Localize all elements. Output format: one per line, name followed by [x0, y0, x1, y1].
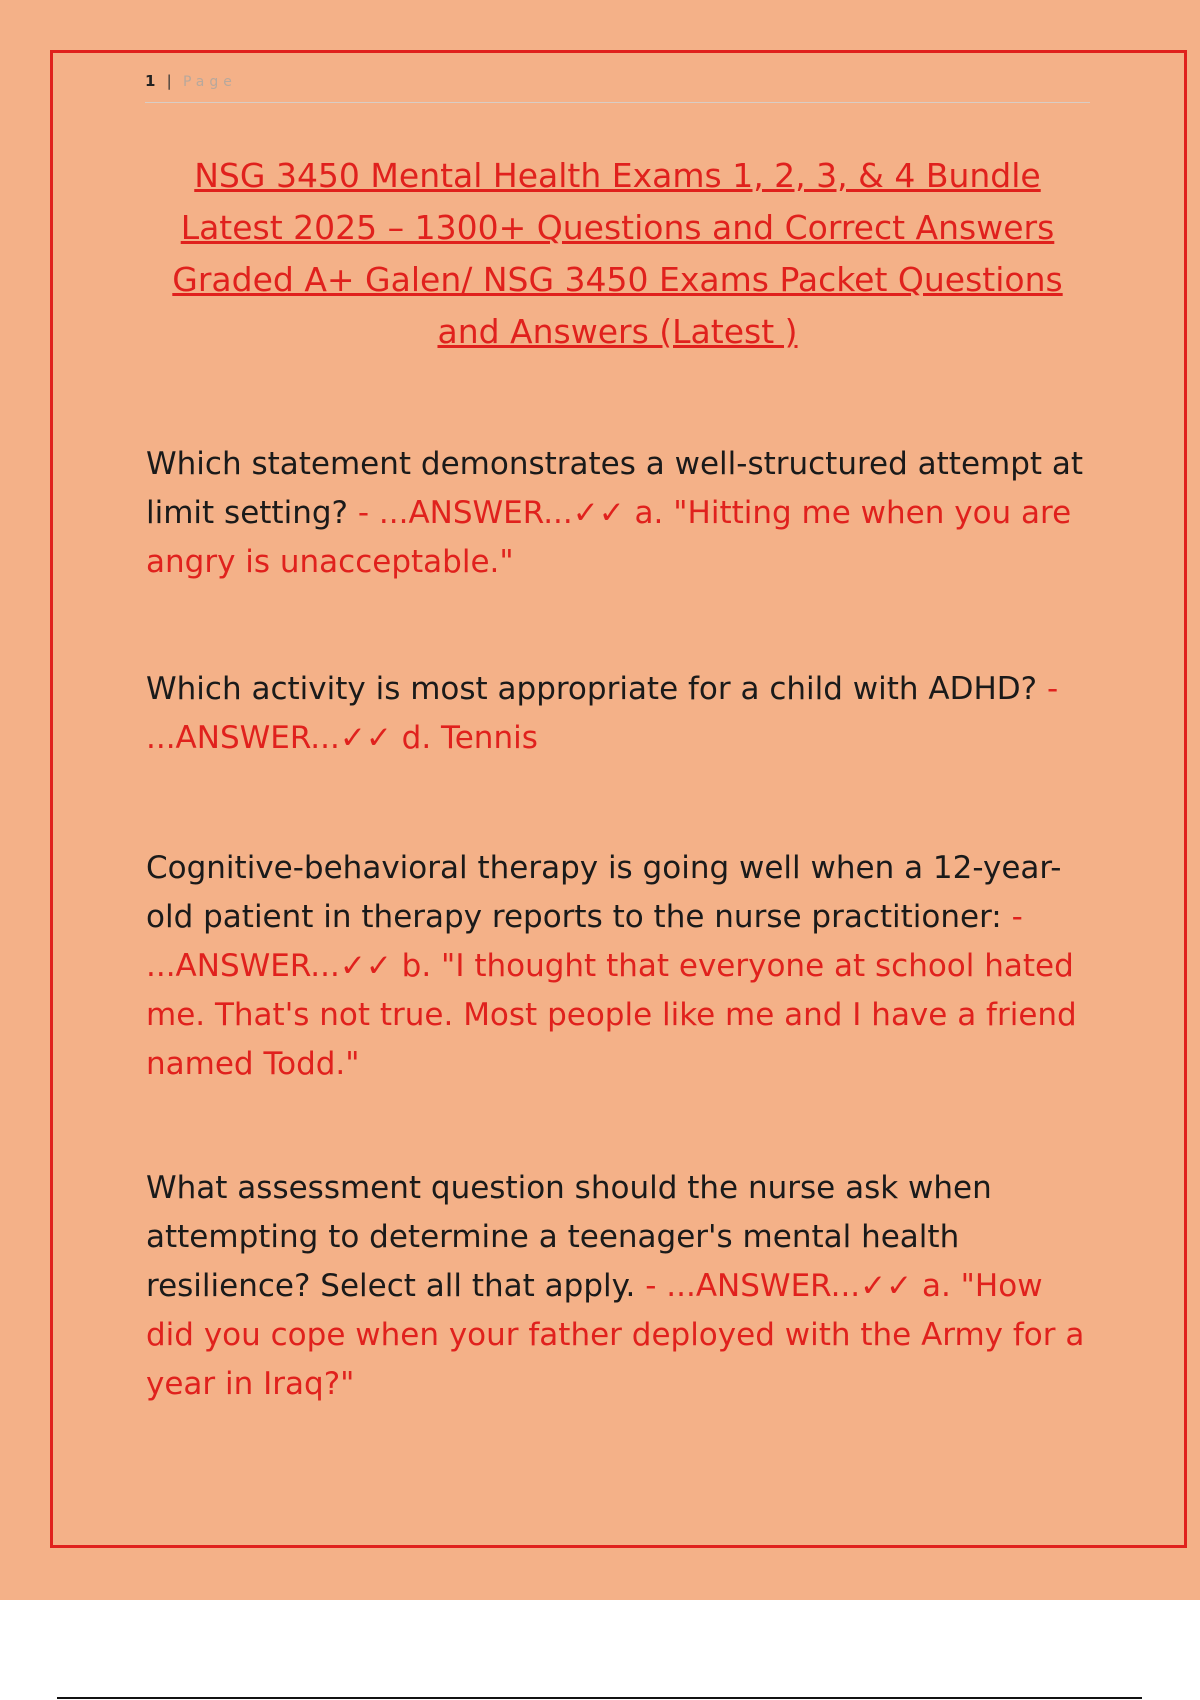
document-title: NSG 3450 Mental Health Exams 1, 2, 3, & 4 Bundle Latest 2025 – 1300+ Questions and Correct Answers Graded A+ Galen/ NSG 3450 Exams Packet Questions and Answers (Latest ) [172, 156, 1063, 351]
page-header [145, 72, 1090, 103]
question-text: Which statement demonstrates a well-structured attempt at limit setting? [146, 446, 1084, 531]
qa-item [146, 844, 1096, 1089]
answer-text: - ...ANSWER...✓✓ b. "I thought that everyone at school hated me. That's not true. Most people like me and I have a friend named Todd." [146, 899, 1077, 1082]
question-text: Cognitive-behavioral therapy is going well when a 12-year-old patient in therapy reports to the nurse practitioner: [146, 850, 1062, 935]
page-label: Page [182, 74, 237, 90]
answer-text: - ...ANSWER...✓✓ a. "How did you cope when your father deployed with the Army for a year in Iraq?" [146, 1268, 1085, 1402]
header-separator: | [166, 72, 173, 90]
qa-item [146, 665, 1096, 763]
question-text: Which activity is most appropriate for a child with ADHD? [146, 671, 1038, 707]
question-text: What assessment question should the nurse ask when attempting to determine a teenager's mental health resilience? Select all that apply. [146, 1170, 992, 1304]
footer-rule [57, 1697, 1142, 1699]
qa-item [146, 1164, 1096, 1409]
page-number: 1 [145, 72, 157, 90]
qa-item [146, 440, 1096, 587]
answer-text: - ...ANSWER...✓✓ a. "Hitting me when you are angry is unacceptable." [146, 495, 1072, 580]
answer-text: - ...ANSWER...✓✓ d. Tennis [146, 671, 1059, 756]
